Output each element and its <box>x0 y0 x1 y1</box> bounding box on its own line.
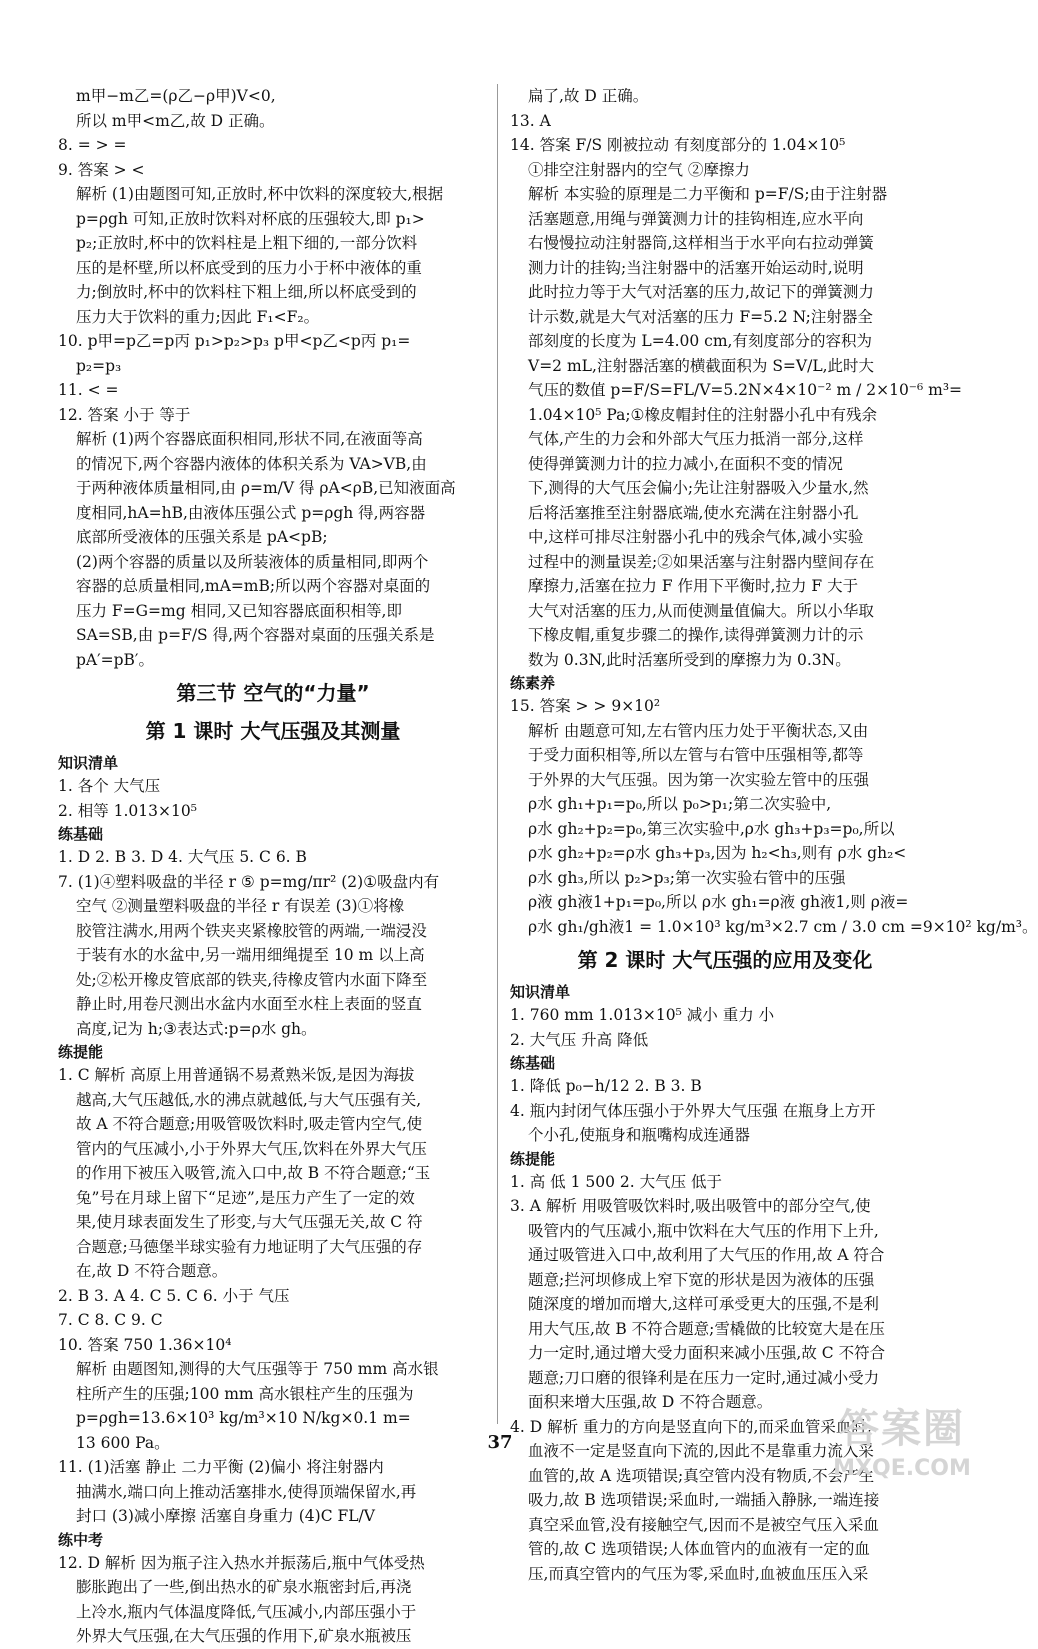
text-line: 封口 (3)减小摩擦 活塞自身重力 (4)C FL/V <box>76 1507 375 1525</box>
text-line: 下,测得的大气压会偏小;先让注射器吸入少量水,然 <box>528 479 869 497</box>
subsection-label: 知识清单 <box>58 754 119 772</box>
text-line: SA=SB,由 p=F/S 得,两个容器对桌面的压强关系是 <box>76 626 435 644</box>
text-line: 用大气压,故 B 不符合题意;雪橇做的比较宽大是在压 <box>528 1319 885 1338</box>
section-heading: 第三节 空气的“力量” <box>176 681 370 705</box>
text-line: 使得弹簧测力计的拉力减小,在面积不变的情况 <box>528 454 843 473</box>
text-line: 随深度的增加而增大,这样可承受更大的压强,不是利 <box>528 1295 879 1313</box>
text-line: 10. 答案 750 1.36×10⁴ <box>58 1335 232 1354</box>
text-line: 解析 本实验的原理是二力平衡和 p=F/S;由于注射器 <box>528 185 888 203</box>
text-line: 解析 由题意可知,左右管内压力处于平衡状态,又由 <box>528 721 869 740</box>
subsection-label: 练基础 <box>510 1054 556 1072</box>
text-line: 真空采血管,没有接触空气,因而不是被空气压入采血 <box>528 1515 879 1534</box>
text-line: 压的是杯壁,所以杯底受到的压力小于杯中液体的重 <box>76 258 422 277</box>
text-line: 部刻度的长度为 L=4.00 cm,有刻度部分的容积为 <box>528 332 872 350</box>
text-line: 11. < = <box>58 381 119 399</box>
text-line: 个小孔,使瓶身和瓶嘴构成连通器 <box>528 1126 750 1144</box>
text-line: 9. 答案 > < <box>58 160 145 179</box>
text-line: 力一定时,通过增大受力面积来减小压强,故 C 不符合 <box>528 1344 886 1362</box>
text-line: 的作用下被压入吸管,流入口中,故 B 不符合题意;“玉 <box>76 1164 431 1182</box>
text-line: 2. 大气压 升高 降低 <box>510 1030 649 1049</box>
text-line: 解析 由题图知,测得的大气压强等于 750 mm 高水银 <box>76 1360 439 1378</box>
watermark-logo: 答案圈 <box>839 1406 965 1452</box>
text-line: 合题意;马德堡半球实验有力地证明了大气压强的存 <box>76 1237 423 1256</box>
text-line: 3. A 解析 用吸管吸饮料时,吸出吸管中的部分空气,使 <box>510 1197 871 1215</box>
text-line: 13 600 Pa。 <box>76 1433 170 1452</box>
text-line: ρ液 gh液1+p₁=p₀,所以 ρ水 gh₁=ρ液 gh液1,则 ρ液= <box>528 893 909 911</box>
text-line: pA′=pB′。 <box>76 650 154 669</box>
text-line: 11. (1)活塞 静止 二力平衡 (2)偏小 将注射器内 <box>58 1458 384 1476</box>
text-line: 在,故 D 不符合题意。 <box>76 1262 228 1280</box>
text-line: 解析 (1)两个容器底面积相同,形状不同,在液面等高 <box>76 430 423 448</box>
text-line: 柱所产生的压强;100 mm 高水银柱产生的压强为 <box>76 1384 414 1403</box>
text-line: V=2 mL,注射器活塞的横截面积为 S=V/L,此时大 <box>528 356 875 375</box>
text-line: 通过吸管进入口中,故利用了大气压的作用,故 A 符合 <box>528 1246 885 1264</box>
text-line: ρ水 gh₂+p₂=p₀,第三次实验中,ρ水 gh₃+p₃=p₀,所以 <box>528 819 895 838</box>
text-line: 1. 760 mm 1.013×10⁵ 减小 重力 小 <box>510 1006 775 1024</box>
column-divider <box>497 84 498 1424</box>
text-line: 于受力面积相等,所以左管与右管中压强相等,都等 <box>528 746 864 764</box>
text-line: 此时拉力等于大气对活塞的压力,故记下的弹簧测力 <box>528 283 874 301</box>
text-line: 高度,记为 h;③表达式:p=ρ水 gh。 <box>76 1019 317 1038</box>
text-line: 空气 ②测量塑料吸盘的半径 r 有误差 (3)①将橡 <box>76 897 405 915</box>
text-line: 8. = > = <box>58 136 127 154</box>
text-line: 压力 F=G=mg 相同,又已知容器底面积相等,即 <box>76 601 402 620</box>
text-line: 12. 答案 小于 等于 <box>58 405 191 424</box>
text-line: 的情况下,两个容器内液体的体积关系为 VA>VB,由 <box>76 454 427 473</box>
text-line: 中,这样可排尽注射器小孔中的残余气体,减小实验 <box>528 528 864 546</box>
text-line: p=ρgh=13.6×10³ kg/m³×10 N/kg×0.1 m= <box>76 1409 411 1427</box>
text-line: 题意;刀口磨的很锋利是在压力一定时,通过减小受力 <box>528 1368 880 1387</box>
left-column <box>58 84 488 1649</box>
text-line: 所以 m甲<m乙,故 D 正确。 <box>76 111 275 130</box>
subsection-label: 练提能 <box>58 1043 104 1061</box>
text-line: 血液不一定是竖直向下流的,因此不是靠重力流入采 <box>528 1442 874 1460</box>
text-line: 15. 答案 > > 9×10² <box>510 697 661 715</box>
text-line: 12. D 解析 因为瓶子注入热水并振荡后,瓶中气体受热 <box>58 1553 425 1572</box>
text-line: 活塞题意,用绳与弹簧测力计的挂钩相连,应水平向 <box>528 209 864 228</box>
text-line: 1. 高 低 1 500 2. 大气压 低于 <box>510 1172 723 1191</box>
text-line: 吸管内的气压减小,瓶中饮料在大气压的作用下上升, <box>528 1221 879 1240</box>
text-line: 管内的气压减小,小于外界大气压,饮料在外界大气压 <box>76 1139 427 1158</box>
text-line: 数为 0.3N,此时活塞所受到的摩擦力为 0.3N。 <box>528 650 851 669</box>
text-line: 解析 (1)由题图可知,正放时,杯中饮料的深度较大,根据 <box>76 185 444 203</box>
text-line: 上冷水,瓶内气体温度降低,气压减小,内部压强小于 <box>76 1602 417 1621</box>
text-line: 13. A <box>510 111 551 130</box>
text-line: 气体,产生的力会和外部大气压力抵消一部分,这样 <box>528 430 864 448</box>
text-line: 兔”号在月球上留下“足迹”,是压力产生了一定的效 <box>76 1188 415 1207</box>
text-line: 题意;拦河坝修成上窄下宽的形状是因为液体的压强 <box>528 1270 875 1289</box>
text-line: 抽满水,端口向上推动活塞排水,使得顶端保留水,再 <box>76 1482 417 1501</box>
page-number: 37 <box>487 1432 513 1453</box>
text-line: ρ水 gh₁+p₁=p₀,所以 p₀>p₁;第二次实验中, <box>528 795 832 813</box>
watermark-url: MXQE.COM <box>833 1456 971 1481</box>
subsection-label: 练提能 <box>510 1149 556 1168</box>
text-line: 果,使月球表面发生了形变,与大气压强无关,故 C 符 <box>76 1213 423 1231</box>
text-line: 血管的,故 A 选项错误;真空管内没有物质,不会产生 <box>528 1466 875 1485</box>
text-line: 底部所受液体的压强关系是 pA<pB; <box>76 528 328 546</box>
watermark <box>822 1403 982 1493</box>
text-line: 右慢慢拉动注射器筒,这样相当于水平向右拉动弹簧 <box>528 234 874 252</box>
text-line: 吸力,故 B 选项错误;采血时,一端插入静脉,一端连接 <box>528 1491 880 1509</box>
text-line: 7. C 8. C 9. C <box>58 1311 163 1329</box>
text-line: 14. 答案 F/S 刚被拉动 有刻度部分的 1.04×10⁵ <box>510 136 846 154</box>
text-line: 压,而真空管内的气压为零,采血时,血被血压压入采 <box>528 1564 869 1583</box>
text-line: 压力大于饮料的重力;因此 F₁<F₂。 <box>76 307 320 326</box>
text-line: (2)两个容器的质量以及所装液体的质量相同,即两个 <box>76 552 429 571</box>
text-line: 1. D 2. B 3. D 4. 大气压 5. C 6. B <box>58 848 307 866</box>
text-line: 面积来增大压强,故 D 不符合题意。 <box>528 1393 773 1411</box>
text-line: 4. D 解析 重力的方向是竖直向下的,而采血管采血时, <box>510 1417 872 1436</box>
text-line: 容器的总质量相同,mA=mB;所以两个容器对桌面的 <box>76 577 431 595</box>
text-line: p₂;正放时,杯中的饮料柱是上粗下细的,一部分饮料 <box>76 234 418 252</box>
text-line: ρ水 gh₁/gh液1 = 1.0×10³ kg/m³×2.7 cm / 3.0 cm =9×10² kg/m³。 <box>528 917 1038 936</box>
text-line: 气压的数值 p=F/S=FL/V=5.2N×4×10⁻² m / 2×10⁻⁶ m³= <box>528 381 963 399</box>
text-line: 越高,大气压越低,水的沸点就越低,与大气压强有关, <box>76 1090 422 1109</box>
text-line: ρ水 gh₃,所以 p₂>p₃;第一次实验右管中的压强 <box>528 868 846 887</box>
text-line: p=ρgh 可知,正放时饮料对杯底的压强较大,即 p₁> <box>76 209 425 228</box>
right-column <box>510 84 1038 1586</box>
text-line: 2. B 3. A 4. C 5. C 6. 小于 气压 <box>58 1286 290 1305</box>
text-line: 后将活塞推至注射器底端,使水充满在注射器小孔 <box>528 503 859 522</box>
text-line: 胶管注满水,用两个铁夹夹紧橡胶管的两端,一端浸没 <box>76 921 427 940</box>
text-line: 下橡皮帽,重复步骤二的操作,读得弹簧测力计的示 <box>528 626 864 644</box>
text-line: 1. 降低 p₀−h/12 2. B 3. B <box>510 1077 702 1095</box>
text-line: 10. p甲=p乙=p丙 p₁>p₂>p₃ p甲<p乙<p丙 p₁= <box>58 332 411 350</box>
text-line: 1. 各个 大气压 <box>58 777 161 795</box>
text-line: 摩擦力,活塞在拉力 F 作用下平衡时,拉力 F 大于 <box>528 577 859 595</box>
text-line: 7. (1)④塑料吸盘的半径 r ⑤ p=mg/πr² (2)①吸盘内有 <box>58 872 440 891</box>
text-line: p₂=p₃ <box>76 356 122 375</box>
text-line: 膨胀跑出了一些,倒出热水的矿泉水瓶密封后,再浇 <box>76 1578 412 1596</box>
text-line: 于两种液体质量相同,由 ρ=m/V 得 ρA<ρB,已知液面高 <box>76 479 456 497</box>
text-line: 过程中的测量误差;②如果活塞与注射器内壁间存在 <box>528 552 875 571</box>
text-line: ρ水 gh₂+p₂=ρ水 gh₃+p₃,因为 h₂<h₃,则有 ρ水 gh₂< <box>528 844 907 862</box>
text-line: 2. 相等 1.013×10⁵ <box>58 801 197 820</box>
text-line: 力;倒放时,杯中的饮料柱下粗上细,所以杯底受到的 <box>76 283 417 301</box>
text-line: 外界大气压强,在大气压强的作用下,矿泉水瓶被压 <box>76 1627 412 1645</box>
section-heading: 第 2 课时 大气压强的应用及变化 <box>577 948 873 972</box>
text-line: 管的,故 C 选项错误;人体血管内的血液有一定的血 <box>528 1540 870 1558</box>
text-line: 大气对活塞的压力,从而使测量值偏大。所以小华取 <box>528 601 874 620</box>
subsection-label: 练基础 <box>58 825 104 843</box>
text-line: 于外界的大气压强。因为第一次实验左管中的压强 <box>528 770 870 789</box>
text-line: ①排空注射器内的空气 ②摩擦力 <box>528 160 750 179</box>
text-line: 4. 瓶内封闭气体压强小于外界大气压强 在瓶身上方开 <box>510 1101 876 1120</box>
text-line: m甲−m乙=(ρ乙−ρ甲)V<0, <box>76 87 276 105</box>
section-heading: 第 1 课时 大气压强及其测量 <box>145 719 401 743</box>
text-line: 处;②松开橡皮管底部的铁夹,待橡皮管内水面下降至 <box>76 970 428 989</box>
subsection-label: 练素养 <box>510 674 556 692</box>
text-line: 于装有水的水盆中,另一端用细绳提至 10 m 以上高 <box>76 946 425 964</box>
text-line: 1.04×10⁵ Pa;①橡皮帽封住的注射器小孔中有残余 <box>528 405 877 424</box>
text-line: 计示数,就是大气对活塞的压力 F=5.2 N;注射器全 <box>528 307 873 326</box>
text-line: 故 A 不符合题意;用吸管吸饮料时,吸走管内空气,使 <box>76 1115 423 1133</box>
subsection-label: 练中考 <box>58 1530 104 1549</box>
text-line: 度相同,hA=hB,由液体压强公式 p=ρgh 得,两容器 <box>76 503 426 522</box>
text-line: 静止时,用卷尺测出水盆内水面至水柱上表面的竖直 <box>76 995 422 1013</box>
text-line: 扁了,故 D 正确。 <box>528 87 649 105</box>
subsection-label: 知识清单 <box>510 983 571 1001</box>
text-line: 测力计的挂钩;当注射器中的活塞开始运动时,说明 <box>528 258 864 277</box>
text-line: 1. C 解析 高原上用普通锅不易煮熟米饭,是因为海拔 <box>58 1066 415 1084</box>
